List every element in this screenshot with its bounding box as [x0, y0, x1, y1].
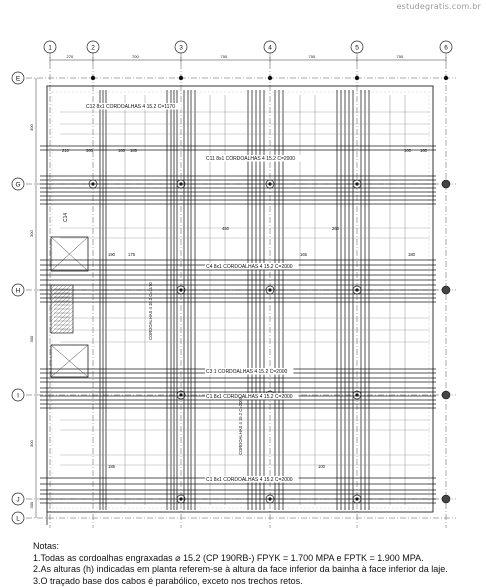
edge-column	[442, 495, 450, 503]
dimension-label: 300	[29, 124, 34, 131]
profile-number: 160	[420, 148, 428, 153]
column-bubble-label: 5	[355, 45, 359, 52]
column-bubble-label: 6	[444, 45, 448, 52]
column-bubble-label: 2	[91, 45, 95, 52]
dimension-label: 700	[132, 54, 139, 59]
row-bubble-label: J	[16, 496, 19, 503]
tendon-label: C1 8x1 CORDOALHAS 4 15.2 C=2000	[206, 477, 293, 483]
misc-label: CORDOALHAS 4 15.2 C=1170	[148, 282, 153, 340]
column-bubble-label: 1	[48, 45, 52, 52]
profile-number: 360	[86, 148, 94, 153]
edge-column-dot	[91, 76, 95, 80]
row-bubble-label: H	[16, 287, 21, 294]
dimension-label: 300	[29, 230, 34, 237]
profile-number: 260	[332, 226, 340, 231]
row-bubble-label: E	[16, 75, 21, 82]
row-bubble-label: L	[16, 515, 20, 522]
structure-layer	[47, 76, 450, 525]
row-bubble-label: G	[15, 181, 20, 188]
tendon-label: C1 8x1 CORDOALHAS 4 15.2 C=2000	[206, 394, 293, 400]
notes-title: Notas:	[33, 541, 483, 553]
dimension-label: 300	[29, 440, 34, 447]
profile-number: 100	[318, 464, 326, 469]
labels-layer	[62, 103, 428, 483]
tendon-label: C4 8x1 CORDOALHAS 4 15.2 C=2000	[206, 264, 293, 270]
profile-number: 450	[222, 226, 230, 231]
profile-number: 210	[62, 148, 70, 153]
note-line: 1.Todas as cordoalhas engraxadas ⌀ 15.2 (CP 190RB-) FPYK = 1.700 MPA e FPTK = 1.900 MPA.	[33, 553, 483, 565]
profile-number: 185	[130, 148, 138, 153]
dimension-label: 300	[29, 501, 34, 508]
dimension-label: 700	[397, 54, 404, 59]
note-line: 2.As alturas (h) indicadas em planta referem-se à altura da face inferior da bainha à face inferior da laje.	[33, 564, 483, 576]
profile-number: 180	[118, 148, 126, 153]
tendon-label: C11 8x1 CORDOALHAS 4 15.2 C=2000	[206, 156, 295, 162]
tendon-label: C12 8x1 CORDOALHAS 4 15.2 C=1170	[86, 104, 175, 110]
edge-column-dot	[355, 76, 359, 80]
profile-number: 190	[108, 252, 116, 257]
edge-column-dot	[268, 76, 272, 80]
profile-number: 175	[128, 252, 136, 257]
misc-label: CORDOALHAS 4 15.2 C=2000	[238, 396, 243, 455]
dimension-label: 700	[309, 54, 316, 59]
row-bubble-label: I	[17, 392, 19, 399]
note-line: 3.O traçado base dos cabos é parabólico, exceto nos trechos retos.	[33, 576, 483, 587]
edge-column-dot	[179, 76, 183, 80]
column-bubble-label: 4	[268, 45, 272, 52]
profile-number: 180	[408, 252, 416, 257]
dimension-label: 700	[221, 54, 228, 59]
edge-column	[442, 180, 450, 188]
edge-column	[442, 391, 450, 399]
dimension-label: 270	[67, 54, 74, 59]
tendon-label: C3 1 CORDOALHAS 4 15.2 C=2000	[206, 369, 288, 375]
misc-label: C14	[63, 213, 69, 222]
edge-column-dot	[444, 76, 448, 80]
column-bubble-label: 3	[179, 45, 183, 52]
notes-block	[33, 541, 483, 587]
grid-bubbles-layer	[12, 41, 452, 524]
watermark: estudegratis.com.br	[397, 2, 481, 11]
profile-number: 165	[300, 252, 308, 257]
profile-number: 100	[404, 148, 412, 153]
profile-number: 185	[108, 464, 116, 469]
dimension-label: 300	[29, 335, 34, 342]
edge-column	[442, 286, 450, 294]
